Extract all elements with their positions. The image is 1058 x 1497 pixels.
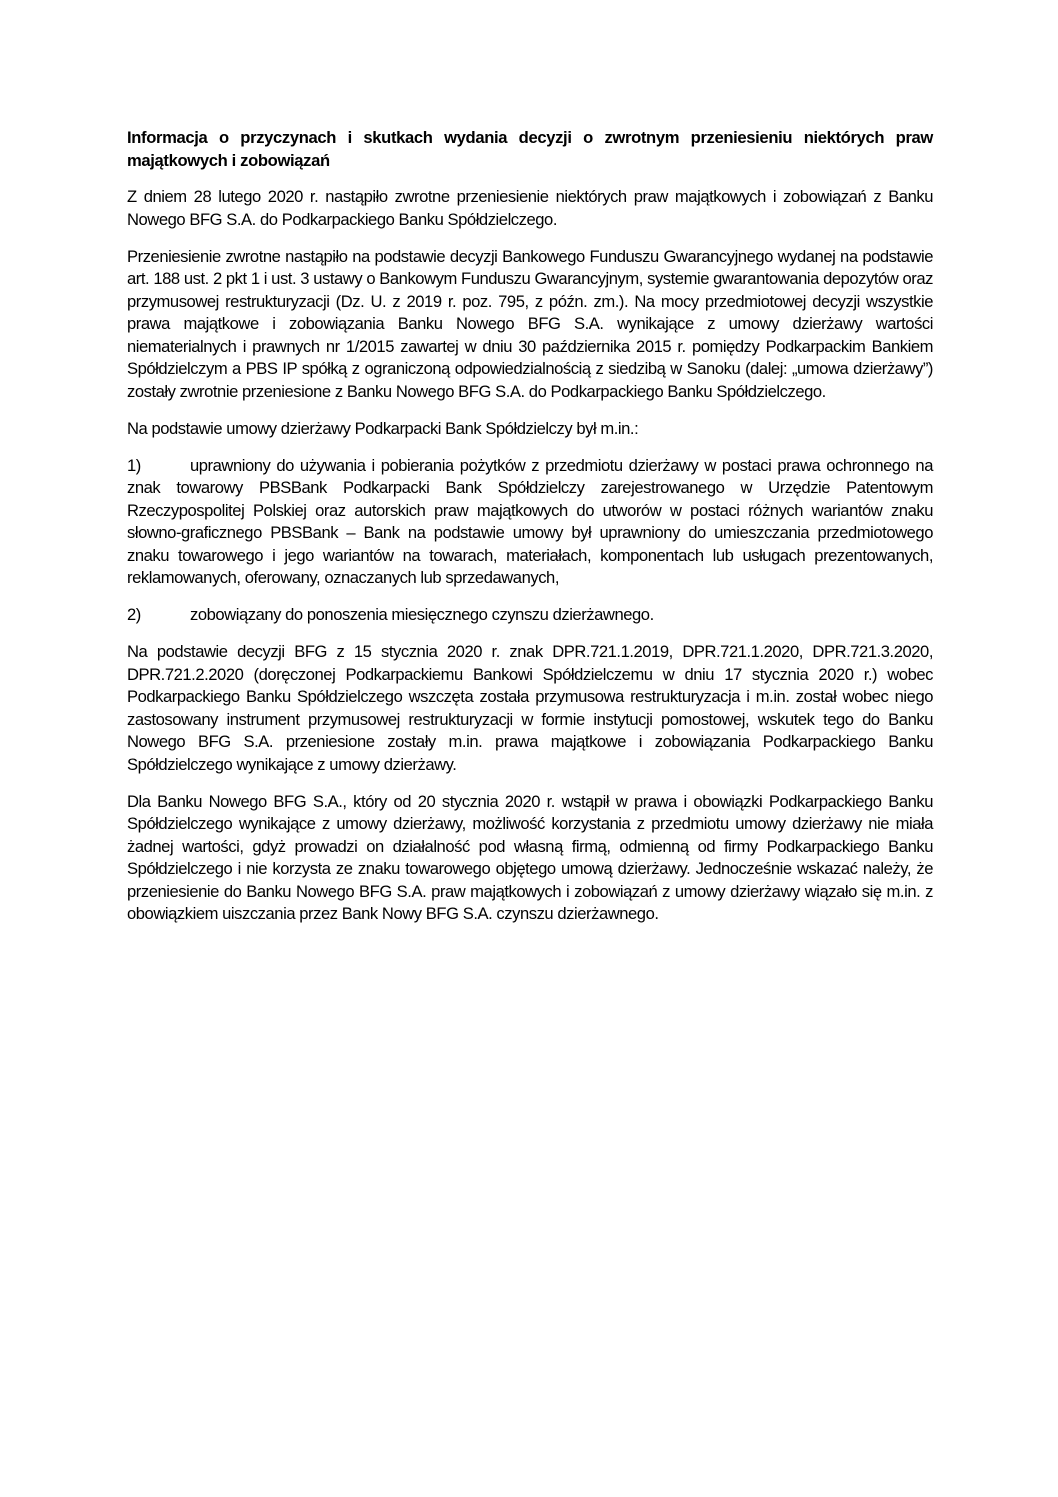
document-title: Informacja o przyczynach i skutkach wydania decyzji o zwrotnym przeniesieniu niektórych praw majątkowych i zobowiązań [127, 128, 933, 170]
list-text: uprawniony do używania i pobierania pożytków z przedmiotu dzierżawy w postaci prawa ochronnego na znak towarowy PBSBank Podkarpacki Bank Spółdzielczy zarejestrowanego w Urzędzie Patentowym Rzeczypospolitej Polskiej oraz autorskich praw majątkowych do utworów w postaci różnych wariantów znaku słowno-graficznego PBSBank – Bank na podstawie umowy był uprawniony do umieszczania przedmiotowego znaku towarowego i jego wariantów na towarach, materiałach, komponentach lub usługach prezentowanych, reklamowanych, oferowany, oznaczanych lub sprzedawanych, [127, 455, 933, 587]
list-item [127, 455, 933, 590]
document-page [127, 127, 933, 940]
list-number: 1) [127, 455, 141, 475]
list-number: 2) [127, 605, 141, 624]
paragraph-transfer-date: Z dniem 28 lutego 2020 r. nastąpiło zwrotne przeniesienie niektórych praw majątkowych i zobowiązań z Banku Nowego BFG S.A. do Podkarpackiego Banku Spółdzielczego. [127, 187, 933, 229]
paragraph-lease-intro: Na podstawie umowy dzierżawy Podkarpacki Bank Spółdzielczy był m.in.: [127, 418, 639, 438]
paragraph-legal-basis: Przeniesienie zwrotne nastąpiło na podstawie decyzji Bankowego Funduszu Gwarancyjnego wydanej na podstawie art. 188 ust. 2 pkt 1 i ust. 3 ustawy o Bankowym Funduszu Gwarancyjnym, systemie gwarantowania depozytów oraz przymusowej restrukturyzacji (Dz. U. z 2019 r. poz. 795, z późn. zm.). Na mocy przedmiotowej decyzji wszystkie prawa majątkowe i zobowiązania Banku Nowego BFG S.A. wynikające z umowy dzierżawy wartości niematerialnych i prawnych nr 1/2015 zawartej w dniu 30 października 2015 r. pomiędzy Podkarpackim Bankiem Spółdzielczym a PBS IP spółką z ograniczoną odpowiedzialnością z siedzibą w Sanoku (dalej: „umowa dzierżawy”) zostały zwrotnie przeniesione z Banku Nowego BFG S.A. do Podkarpackiego Banku Spółdzielczego. [127, 246, 933, 401]
list-text: zobowiązany do ponoszenia miesięcznego czynszu dzierżawnego. [190, 605, 654, 624]
list-item [127, 604, 933, 627]
paragraph-bank-nowy: Dla Banku Nowego BFG S.A., który od 20 stycznia 2020 r. wstąpił w prawa i obowiązki Podkarpackiego Banku Spółdzielczego wynikające z umowy dzierżawy, możliwość korzystania z przedmiotu umowy dzierżawy nie miała żadnej wartości, gdyż prowadzi on działalność pod własną firmą, odmienną od firmy Podkarpackiego Banku Spółdzielczego i nie korzysta ze znaku towarowego objętego umową dzierżawy. Jednocześnie wskazać należy, że przeniesienie do Banku Nowego BFG S.A. praw majątkowych i zobowiązań z umowy dzierżawy wiązało się m.in. z obowiązkiem uiszczania przez Bank Nowy BFG S.A. czynszu dzierżawnego. [127, 791, 933, 923]
paragraph-bfg-decision: Na podstawie decyzji BFG z 15 stycznia 2020 r. znak DPR.721.1.2019, DPR.721.1.2020, DPR.721.3.2020, DPR.721.2.2020 (doręczonej Podkarpackiemu Bankowi Spółdzielczemu w dniu 17 stycznia 2020 r.) wobec Podkarpackiego Banku Spółdzielczego wszczęta została przymusowa restrukturyzacja i m.in. został wobec niego zastosowany instrument przymusowej restrukturyzacji w formie instytucji pomostowej, wskutek tego do Banku Nowego BFG S.A. przeniesione zostały m.in. prawa majątkowe i zobowiązania Podkarpackiego Banku Spółdzielczego wynikające z umowy dzierżawy. [127, 642, 933, 774]
